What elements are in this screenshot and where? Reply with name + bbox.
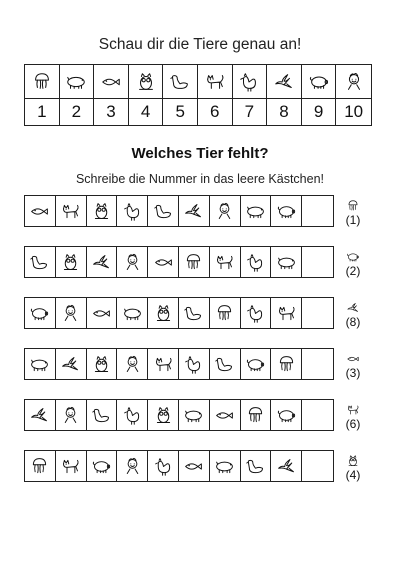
reference-hen-icon bbox=[233, 65, 268, 99]
cat-icon bbox=[56, 196, 87, 226]
reference-hippo-icon bbox=[60, 65, 95, 99]
answer-hint bbox=[338, 297, 368, 329]
jellyfish-icon bbox=[241, 400, 272, 430]
owl-icon bbox=[148, 400, 179, 430]
hen-icon bbox=[241, 298, 272, 328]
reference-number: 10 bbox=[344, 102, 364, 121]
duck-icon bbox=[241, 451, 272, 481]
task-row bbox=[24, 348, 334, 380]
hen-icon bbox=[179, 349, 210, 379]
hippo-icon bbox=[25, 349, 56, 379]
answer-box[interactable] bbox=[302, 400, 333, 430]
child-icon bbox=[117, 349, 148, 379]
answer-box[interactable] bbox=[302, 451, 333, 481]
pig-icon bbox=[271, 400, 302, 430]
reference-duck-icon bbox=[163, 65, 198, 99]
fish-icon bbox=[87, 298, 118, 328]
reference-number: 8 bbox=[267, 99, 302, 125]
pig-icon bbox=[25, 298, 56, 328]
hen-icon bbox=[148, 451, 179, 481]
fish-icon bbox=[148, 247, 179, 277]
duck-icon bbox=[148, 196, 179, 226]
task-row bbox=[24, 195, 334, 227]
owl-icon bbox=[346, 454, 360, 468]
fish-icon bbox=[346, 352, 360, 366]
jellyfish-icon bbox=[346, 199, 360, 213]
child-icon bbox=[117, 451, 148, 481]
reference-number: 7 bbox=[233, 99, 268, 125]
answer-hint bbox=[338, 348, 368, 380]
jellyfish-icon bbox=[210, 298, 241, 328]
answer-number: (4) bbox=[345, 468, 361, 482]
cat-icon bbox=[56, 451, 87, 481]
answer-hint bbox=[338, 195, 368, 227]
jellyfish-icon bbox=[179, 247, 210, 277]
task-row bbox=[24, 297, 334, 329]
answer-hint bbox=[338, 450, 368, 482]
answer-hint bbox=[338, 246, 368, 278]
reference-number: 6 bbox=[198, 99, 233, 125]
reference-pig-icon bbox=[302, 65, 337, 99]
answer-box[interactable] bbox=[302, 298, 333, 328]
duck-icon bbox=[25, 247, 56, 277]
owl-icon bbox=[87, 349, 118, 379]
jellyfish-icon bbox=[25, 451, 56, 481]
cat-icon bbox=[148, 349, 179, 379]
dove-icon bbox=[346, 301, 360, 315]
pig-icon bbox=[346, 250, 360, 264]
child-icon bbox=[56, 298, 87, 328]
instruction-text: Schreibe die Nummer in das leere Kästchen! bbox=[75, 172, 325, 186]
hen-icon bbox=[241, 247, 272, 277]
reference-jellyfish-icon bbox=[25, 65, 60, 99]
duck-icon bbox=[87, 400, 118, 430]
reference-number: 5 bbox=[163, 99, 198, 125]
answer-box[interactable] bbox=[302, 247, 333, 277]
task-row bbox=[24, 399, 334, 431]
dove-icon bbox=[87, 247, 118, 277]
dove-icon bbox=[56, 349, 87, 379]
reference-number: 9 bbox=[302, 99, 337, 125]
reference-cat-icon bbox=[198, 65, 233, 99]
cat-icon bbox=[346, 403, 360, 417]
task-row bbox=[24, 246, 334, 278]
dove-icon bbox=[179, 196, 210, 226]
dove-icon bbox=[25, 400, 56, 430]
owl-icon bbox=[56, 247, 87, 277]
hen-icon bbox=[117, 400, 148, 430]
hippo-icon bbox=[241, 196, 272, 226]
task-row bbox=[24, 450, 334, 482]
reference-number: 1 bbox=[25, 99, 60, 125]
jellyfish-icon bbox=[271, 349, 302, 379]
cat-icon bbox=[271, 298, 302, 328]
reference-number: 3 bbox=[94, 99, 129, 125]
fish-icon bbox=[210, 400, 241, 430]
cat-icon bbox=[210, 247, 241, 277]
owl-icon bbox=[148, 298, 179, 328]
hippo-icon bbox=[117, 298, 148, 328]
child-icon bbox=[56, 400, 87, 430]
hen-icon bbox=[117, 196, 148, 226]
reference-child-icon bbox=[336, 65, 371, 99]
answer-hint bbox=[338, 399, 368, 431]
answer-box[interactable] bbox=[302, 196, 333, 226]
child-icon bbox=[210, 196, 241, 226]
answer-number: (6) bbox=[345, 417, 361, 431]
reference-number: 2 bbox=[60, 99, 95, 125]
duck-icon bbox=[210, 349, 241, 379]
duck-icon bbox=[179, 298, 210, 328]
question-heading: Welches Tier fehlt? bbox=[131, 145, 269, 162]
pig-icon bbox=[271, 196, 302, 226]
answer-box[interactable] bbox=[302, 349, 333, 379]
hippo-icon bbox=[210, 451, 241, 481]
answer-number: (2) bbox=[345, 264, 361, 278]
child-icon bbox=[117, 247, 148, 277]
pig-icon bbox=[241, 349, 272, 379]
hippo-icon bbox=[179, 400, 210, 430]
reference-strip bbox=[24, 64, 372, 126]
reference-dove-icon bbox=[267, 65, 302, 99]
fish-icon bbox=[179, 451, 210, 481]
owl-icon bbox=[87, 196, 118, 226]
answer-number: (1) bbox=[345, 213, 361, 227]
reference-owl-icon bbox=[129, 65, 164, 99]
reference-number: 4 bbox=[129, 99, 164, 125]
answer-number: (3) bbox=[345, 366, 361, 380]
reference-fish-icon bbox=[94, 65, 129, 99]
answer-number: (8) bbox=[345, 315, 361, 329]
pig-icon bbox=[87, 451, 118, 481]
fish-icon bbox=[25, 196, 56, 226]
hippo-icon bbox=[271, 247, 302, 277]
dove-icon bbox=[271, 451, 302, 481]
page-title: Schau dir die Tiere genau an! bbox=[98, 36, 302, 53]
